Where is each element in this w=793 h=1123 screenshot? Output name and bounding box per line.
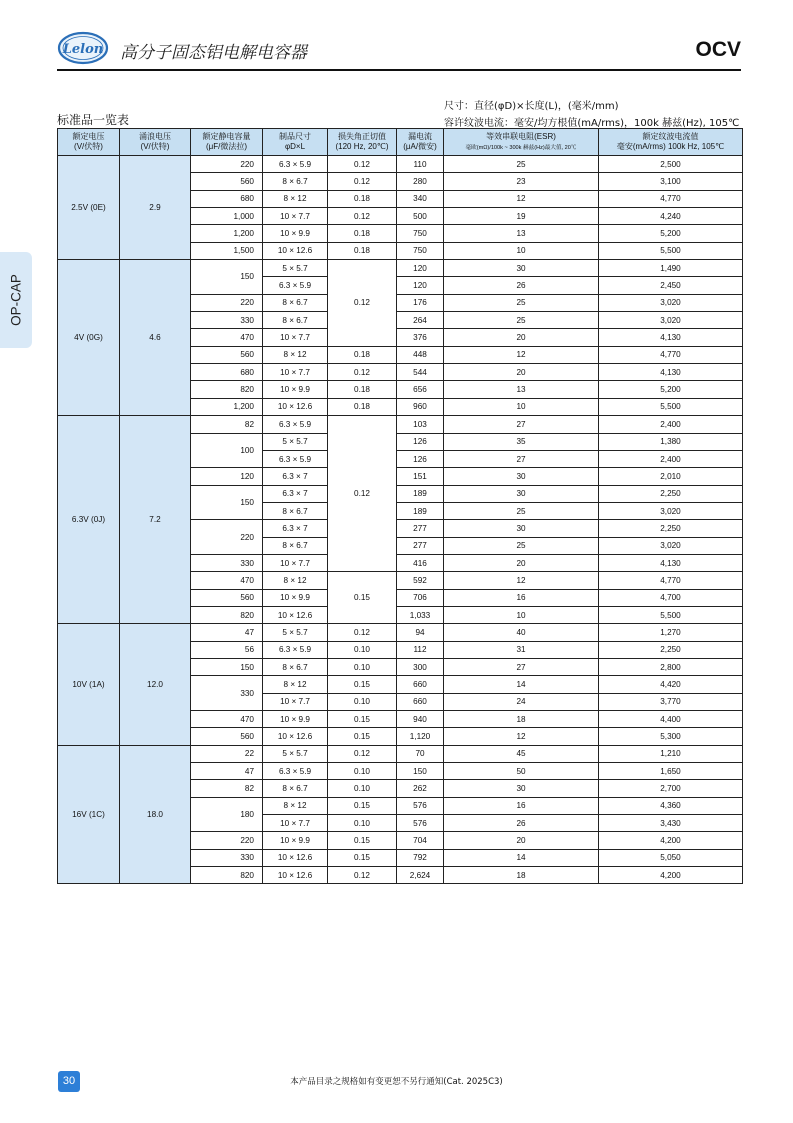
dissipation-factor-cell: 0.15 — [328, 797, 397, 814]
leakage-current-cell: 126 — [397, 450, 444, 467]
esr-cell: 50 — [444, 763, 599, 780]
size-cell: 10 × 12.6 — [263, 867, 328, 884]
capacitance-cell: 1,000 — [191, 208, 263, 225]
header-capacitance: 额定静电容量 (μF/微法拉) — [191, 129, 263, 156]
capacitance-cell: 560 — [191, 173, 263, 190]
size-cell: 8 × 6.7 — [263, 173, 328, 190]
capacitance-cell: 560 — [191, 346, 263, 363]
leakage-current-cell: 960 — [397, 398, 444, 415]
size-cell: 10 × 12.6 — [263, 242, 328, 259]
leakage-current-cell: 2,624 — [397, 867, 444, 884]
esr-cell: 27 — [444, 450, 599, 467]
esr-cell: 13 — [444, 225, 599, 242]
size-cell: 10 × 7.7 — [263, 693, 328, 710]
leakage-current-cell: 544 — [397, 364, 444, 381]
leakage-current-cell: 150 — [397, 763, 444, 780]
ripple-current-cell: 2,250 — [599, 520, 743, 537]
ripple-current-cell: 4,130 — [599, 364, 743, 381]
table-row — [58, 156, 743, 173]
document-title: 高分子固态铝电解电容器 — [120, 43, 307, 63]
leakage-current-cell: 277 — [397, 537, 444, 554]
size-cell: 8 × 12 — [263, 676, 328, 693]
capacitance-cell: 180 — [191, 797, 263, 832]
ripple-current-cell: 3,770 — [599, 693, 743, 710]
surge-voltage-cell: 12.0 — [120, 624, 191, 745]
size-cell: 6.3 × 7 — [263, 468, 328, 485]
ripple-current-cell: 5,200 — [599, 381, 743, 398]
capacitance-cell: 220 — [191, 156, 263, 173]
ripple-current-cell: 3,020 — [599, 312, 743, 329]
rated-voltage-cell: 4V (0G) — [58, 260, 120, 416]
esr-cell: 18 — [444, 711, 599, 728]
table-row — [58, 745, 743, 762]
leakage-current-cell: 262 — [397, 780, 444, 797]
capacitance-cell: 82 — [191, 780, 263, 797]
dimension-note: 尺寸：直径(φD)×长度(L)，(毫米/mm) — [444, 101, 619, 112]
size-cell: 8 × 12 — [263, 190, 328, 207]
esr-cell: 14 — [444, 676, 599, 693]
size-cell: 8 × 6.7 — [263, 294, 328, 311]
size-cell: 10 × 9.9 — [263, 711, 328, 728]
leakage-current-cell: 94 — [397, 624, 444, 641]
dissipation-factor-cell: 0.12 — [328, 208, 397, 225]
capacitance-cell: 150 — [191, 485, 263, 520]
dissipation-factor-cell: 0.12 — [328, 745, 397, 762]
leakage-current-cell: 416 — [397, 554, 444, 571]
leakage-current-cell: 110 — [397, 156, 444, 173]
esr-cell: 27 — [444, 416, 599, 433]
ripple-current-cell: 1,490 — [599, 260, 743, 277]
ripple-current-cell: 2,500 — [599, 156, 743, 173]
size-cell: 10 × 7.7 — [263, 815, 328, 832]
table-row — [58, 416, 743, 433]
size-cell: 10 × 9.9 — [263, 381, 328, 398]
ripple-current-cell: 2,250 — [599, 485, 743, 502]
esr-cell: 25 — [444, 312, 599, 329]
capacitance-cell: 1,200 — [191, 225, 263, 242]
table-header-row — [58, 129, 743, 156]
ripple-current-cell: 4,130 — [599, 329, 743, 346]
dissipation-factor-cell: 0.15 — [328, 832, 397, 849]
leakage-current-cell: 750 — [397, 225, 444, 242]
dissipation-factor-cell: 0.15 — [328, 711, 397, 728]
size-cell: 10 × 12.6 — [263, 849, 328, 866]
dissipation-factor-cell: 0.15 — [328, 849, 397, 866]
header-voltage: 额定电压 (V/伏特) — [58, 129, 120, 156]
capacitance-cell: 470 — [191, 329, 263, 346]
ripple-current-cell: 5,200 — [599, 225, 743, 242]
footer-note: 本产品目录之规格如有变更恕不另行通知(Cat. 2025C3) — [290, 1077, 503, 1087]
capacitance-cell: 470 — [191, 572, 263, 589]
esr-cell: 25 — [444, 156, 599, 173]
size-cell: 10 × 12.6 — [263, 728, 328, 745]
capacitance-cell: 330 — [191, 312, 263, 329]
ripple-current-cell: 5,500 — [599, 398, 743, 415]
esr-cell: 10 — [444, 242, 599, 259]
esr-cell: 20 — [444, 329, 599, 346]
esr-cell: 13 — [444, 381, 599, 398]
esr-cell: 25 — [444, 294, 599, 311]
ripple-current-cell: 1,210 — [599, 745, 743, 762]
dissipation-factor-cell: 0.15 — [328, 728, 397, 745]
dissipation-factor-cell: 0.15 — [328, 676, 397, 693]
leakage-current-cell: 704 — [397, 832, 444, 849]
size-cell: 8 × 6.7 — [263, 537, 328, 554]
header-rule — [57, 69, 741, 71]
esr-cell: 30 — [444, 485, 599, 502]
leakage-current-cell: 376 — [397, 329, 444, 346]
size-cell: 6.3 × 5.9 — [263, 641, 328, 658]
capacitance-cell: 100 — [191, 433, 263, 468]
dissipation-factor-cell: 0.18 — [328, 381, 397, 398]
size-cell: 6.3 × 5.9 — [263, 277, 328, 294]
ripple-current-cell: 1,270 — [599, 624, 743, 641]
esr-cell: 30 — [444, 780, 599, 797]
capacitance-cell: 820 — [191, 381, 263, 398]
leakage-current-cell: 151 — [397, 468, 444, 485]
logo-text: Lelon — [62, 42, 104, 57]
leakage-current-cell: 340 — [397, 190, 444, 207]
capacitance-cell: 1,200 — [191, 398, 263, 415]
size-cell: 5 × 5.7 — [263, 745, 328, 762]
esr-cell: 24 — [444, 693, 599, 710]
esr-cell: 23 — [444, 173, 599, 190]
header-leakage: 漏电流 (μA/微安) — [397, 129, 444, 156]
esr-cell: 35 — [444, 433, 599, 450]
leakage-current-cell: 750 — [397, 242, 444, 259]
dissipation-factor-cell: 0.18 — [328, 190, 397, 207]
ripple-current-cell: 4,400 — [599, 711, 743, 728]
ripple-current-cell: 3,430 — [599, 815, 743, 832]
size-cell: 10 × 12.6 — [263, 606, 328, 623]
surge-voltage-cell: 7.2 — [120, 416, 191, 624]
ripple-current-cell: 1,650 — [599, 763, 743, 780]
dissipation-factor-cell: 0.12 — [328, 416, 397, 572]
surge-voltage-cell: 18.0 — [120, 745, 191, 884]
ripple-current-cell: 2,800 — [599, 658, 743, 675]
esr-cell: 12 — [444, 190, 599, 207]
ripple-current-cell: 3,020 — [599, 537, 743, 554]
leakage-current-cell: 592 — [397, 572, 444, 589]
dissipation-factor-cell: 0.18 — [328, 225, 397, 242]
leakage-current-cell: 120 — [397, 260, 444, 277]
esr-cell: 27 — [444, 658, 599, 675]
capacitance-cell: 560 — [191, 589, 263, 606]
size-cell: 5 × 5.7 — [263, 624, 328, 641]
capacitance-cell: 150 — [191, 658, 263, 675]
ripple-current-cell: 3,100 — [599, 173, 743, 190]
leakage-current-cell: 940 — [397, 711, 444, 728]
dissipation-factor-cell: 0.12 — [328, 156, 397, 173]
side-tab-label: OP-CAP — [8, 274, 24, 326]
capacitance-cell: 820 — [191, 606, 263, 623]
esr-cell: 45 — [444, 745, 599, 762]
capacitance-cell: 82 — [191, 416, 263, 433]
size-cell: 8 × 6.7 — [263, 502, 328, 519]
size-cell: 8 × 12 — [263, 572, 328, 589]
leakage-current-cell: 264 — [397, 312, 444, 329]
table-row — [58, 260, 743, 277]
leakage-current-cell: 112 — [397, 641, 444, 658]
esr-cell: 12 — [444, 728, 599, 745]
rated-voltage-cell: 10V (1A) — [58, 624, 120, 745]
size-cell: 10 × 9.9 — [263, 589, 328, 606]
dissipation-factor-cell: 0.18 — [328, 346, 397, 363]
leakage-current-cell: 448 — [397, 346, 444, 363]
size-cell: 8 × 6.7 — [263, 312, 328, 329]
size-cell: 10 × 9.9 — [263, 832, 328, 849]
size-cell: 10 × 7.7 — [263, 364, 328, 381]
esr-cell: 16 — [444, 797, 599, 814]
ripple-note: 容许纹波电流：毫安/均方根值(mA/rms)，100k 赫兹(Hz), 105℃ — [444, 118, 740, 129]
leakage-current-cell: 70 — [397, 745, 444, 762]
size-cell: 8 × 12 — [263, 797, 328, 814]
capacitance-cell: 47 — [191, 763, 263, 780]
leakage-current-cell: 189 — [397, 502, 444, 519]
esr-cell: 12 — [444, 572, 599, 589]
ripple-current-cell: 4,770 — [599, 190, 743, 207]
esr-cell: 20 — [444, 832, 599, 849]
ripple-current-cell: 5,050 — [599, 849, 743, 866]
size-cell: 5 × 5.7 — [263, 260, 328, 277]
esr-cell: 26 — [444, 815, 599, 832]
dissipation-factor-cell: 0.18 — [328, 242, 397, 259]
size-cell: 10 × 9.9 — [263, 225, 328, 242]
esr-cell: 10 — [444, 606, 599, 623]
ripple-current-cell: 2,400 — [599, 450, 743, 467]
size-cell: 6.3 × 7 — [263, 485, 328, 502]
header-ripple: 额定纹波电流值 毫安(mA/rms) 100k Hz, 105℃ — [599, 129, 743, 156]
ripple-current-cell: 4,420 — [599, 676, 743, 693]
size-cell: 8 × 12 — [263, 346, 328, 363]
capacitance-cell: 56 — [191, 641, 263, 658]
leakage-current-cell: 120 — [397, 277, 444, 294]
ripple-current-cell: 4,130 — [599, 554, 743, 571]
ripple-current-cell: 1,380 — [599, 433, 743, 450]
spec-table — [57, 128, 743, 884]
size-cell: 10 × 7.7 — [263, 329, 328, 346]
header-surge: 涌浪电压 (V/伏特) — [120, 129, 191, 156]
capacitance-cell: 560 — [191, 728, 263, 745]
ripple-current-cell: 4,240 — [599, 208, 743, 225]
ripple-current-cell: 5,500 — [599, 242, 743, 259]
ripple-current-cell: 2,010 — [599, 468, 743, 485]
lelon-logo — [57, 30, 109, 66]
leakage-current-cell: 660 — [397, 676, 444, 693]
capacitance-cell: 680 — [191, 190, 263, 207]
leakage-current-cell: 189 — [397, 485, 444, 502]
leakage-current-cell: 576 — [397, 815, 444, 832]
page-number: 30 — [58, 1071, 80, 1092]
size-cell: 8 × 6.7 — [263, 780, 328, 797]
capacitance-cell: 820 — [191, 867, 263, 884]
esr-cell: 25 — [444, 502, 599, 519]
ripple-current-cell: 2,700 — [599, 780, 743, 797]
ripple-current-cell: 3,020 — [599, 502, 743, 519]
section-title: 标准品一览表 — [57, 113, 130, 127]
rated-voltage-cell: 16V (1C) — [58, 745, 120, 884]
ripple-current-cell: 2,400 — [599, 416, 743, 433]
leakage-current-cell: 706 — [397, 589, 444, 606]
dissipation-factor-cell: 0.12 — [328, 173, 397, 190]
size-cell: 6.3 × 5.9 — [263, 763, 328, 780]
size-cell: 8 × 6.7 — [263, 658, 328, 675]
table-row — [58, 624, 743, 641]
ripple-current-cell: 4,360 — [599, 797, 743, 814]
capacitance-cell: 220 — [191, 832, 263, 849]
size-cell: 10 × 12.6 — [263, 398, 328, 415]
header-esr: 等效串联电阻(ESR) 毫欧(mΩ)/100k ~ 300k 赫兹(Hz)最大值, 20℃ — [444, 129, 599, 156]
capacitance-cell: 470 — [191, 711, 263, 728]
dissipation-factor-cell: 0.12 — [328, 364, 397, 381]
dissipation-factor-cell: 0.10 — [328, 780, 397, 797]
leakage-current-cell: 277 — [397, 520, 444, 537]
ripple-current-cell: 4,770 — [599, 346, 743, 363]
ripple-current-cell: 5,300 — [599, 728, 743, 745]
capacitance-cell: 330 — [191, 554, 263, 571]
capacitance-cell: 220 — [191, 294, 263, 311]
esr-cell: 12 — [444, 346, 599, 363]
size-cell: 6.3 × 7 — [263, 520, 328, 537]
size-cell: 10 × 7.7 — [263, 208, 328, 225]
leakage-current-cell: 1,033 — [397, 606, 444, 623]
dissipation-factor-cell: 0.10 — [328, 815, 397, 832]
size-cell: 5 × 5.7 — [263, 433, 328, 450]
leakage-current-cell: 103 — [397, 416, 444, 433]
leakage-current-cell: 176 — [397, 294, 444, 311]
ripple-current-cell: 2,450 — [599, 277, 743, 294]
leakage-current-cell: 280 — [397, 173, 444, 190]
esr-cell: 20 — [444, 364, 599, 381]
esr-cell: 30 — [444, 520, 599, 537]
leakage-current-cell: 792 — [397, 849, 444, 866]
capacitance-cell: 680 — [191, 364, 263, 381]
leakage-current-cell: 1,120 — [397, 728, 444, 745]
esr-cell: 19 — [444, 208, 599, 225]
dissipation-factor-cell: 0.12 — [328, 624, 397, 641]
leakage-current-cell: 300 — [397, 658, 444, 675]
esr-cell: 30 — [444, 468, 599, 485]
capacitance-cell: 330 — [191, 849, 263, 866]
dissipation-factor-cell: 0.12 — [328, 260, 397, 347]
capacitance-cell: 47 — [191, 624, 263, 641]
header-size: 制品尺寸 φD×L — [263, 129, 328, 156]
leakage-current-cell: 656 — [397, 381, 444, 398]
esr-cell: 16 — [444, 589, 599, 606]
dissipation-factor-cell: 0.10 — [328, 693, 397, 710]
esr-cell: 10 — [444, 398, 599, 415]
rated-voltage-cell: 2.5V (0E) — [58, 156, 120, 260]
size-cell: 10 × 7.7 — [263, 554, 328, 571]
ripple-current-cell: 4,200 — [599, 867, 743, 884]
capacitance-cell: 330 — [191, 676, 263, 711]
dissipation-factor-cell: 0.12 — [328, 867, 397, 884]
esr-cell: 25 — [444, 537, 599, 554]
ripple-current-cell: 3,020 — [599, 294, 743, 311]
ripple-current-cell: 4,700 — [599, 589, 743, 606]
leakage-current-cell: 126 — [397, 433, 444, 450]
series-name: OCV — [695, 38, 741, 61]
capacitance-cell: 1,500 — [191, 242, 263, 259]
size-cell: 6.3 × 5.9 — [263, 450, 328, 467]
size-cell: 6.3 × 5.9 — [263, 416, 328, 433]
surge-voltage-cell: 2.9 — [120, 156, 191, 260]
capacitance-cell: 120 — [191, 468, 263, 485]
capacitance-cell: 150 — [191, 260, 263, 295]
capacitance-cell: 22 — [191, 745, 263, 762]
leakage-current-cell: 500 — [397, 208, 444, 225]
esr-cell: 40 — [444, 624, 599, 641]
capacitance-cell: 220 — [191, 520, 263, 555]
esr-cell: 31 — [444, 641, 599, 658]
esr-cell: 26 — [444, 277, 599, 294]
leakage-current-cell: 660 — [397, 693, 444, 710]
dissipation-factor-cell: 0.10 — [328, 658, 397, 675]
dissipation-factor-cell: 0.10 — [328, 641, 397, 658]
surge-voltage-cell: 4.6 — [120, 260, 191, 416]
header-df: 损失角正切值 (120 Hz, 20℃) — [328, 129, 397, 156]
ripple-current-cell: 4,200 — [599, 832, 743, 849]
size-cell: 6.3 × 5.9 — [263, 156, 328, 173]
ripple-current-cell: 5,500 — [599, 606, 743, 623]
dissipation-factor-cell: 0.10 — [328, 763, 397, 780]
leakage-current-cell: 576 — [397, 797, 444, 814]
rated-voltage-cell: 6.3V (0J) — [58, 416, 120, 624]
esr-cell: 14 — [444, 849, 599, 866]
esr-cell: 20 — [444, 554, 599, 571]
dissipation-factor-cell: 0.18 — [328, 398, 397, 415]
esr-cell: 18 — [444, 867, 599, 884]
ripple-current-cell: 4,770 — [599, 572, 743, 589]
ripple-current-cell: 2,250 — [599, 641, 743, 658]
dissipation-factor-cell: 0.15 — [328, 572, 397, 624]
esr-cell: 30 — [444, 260, 599, 277]
